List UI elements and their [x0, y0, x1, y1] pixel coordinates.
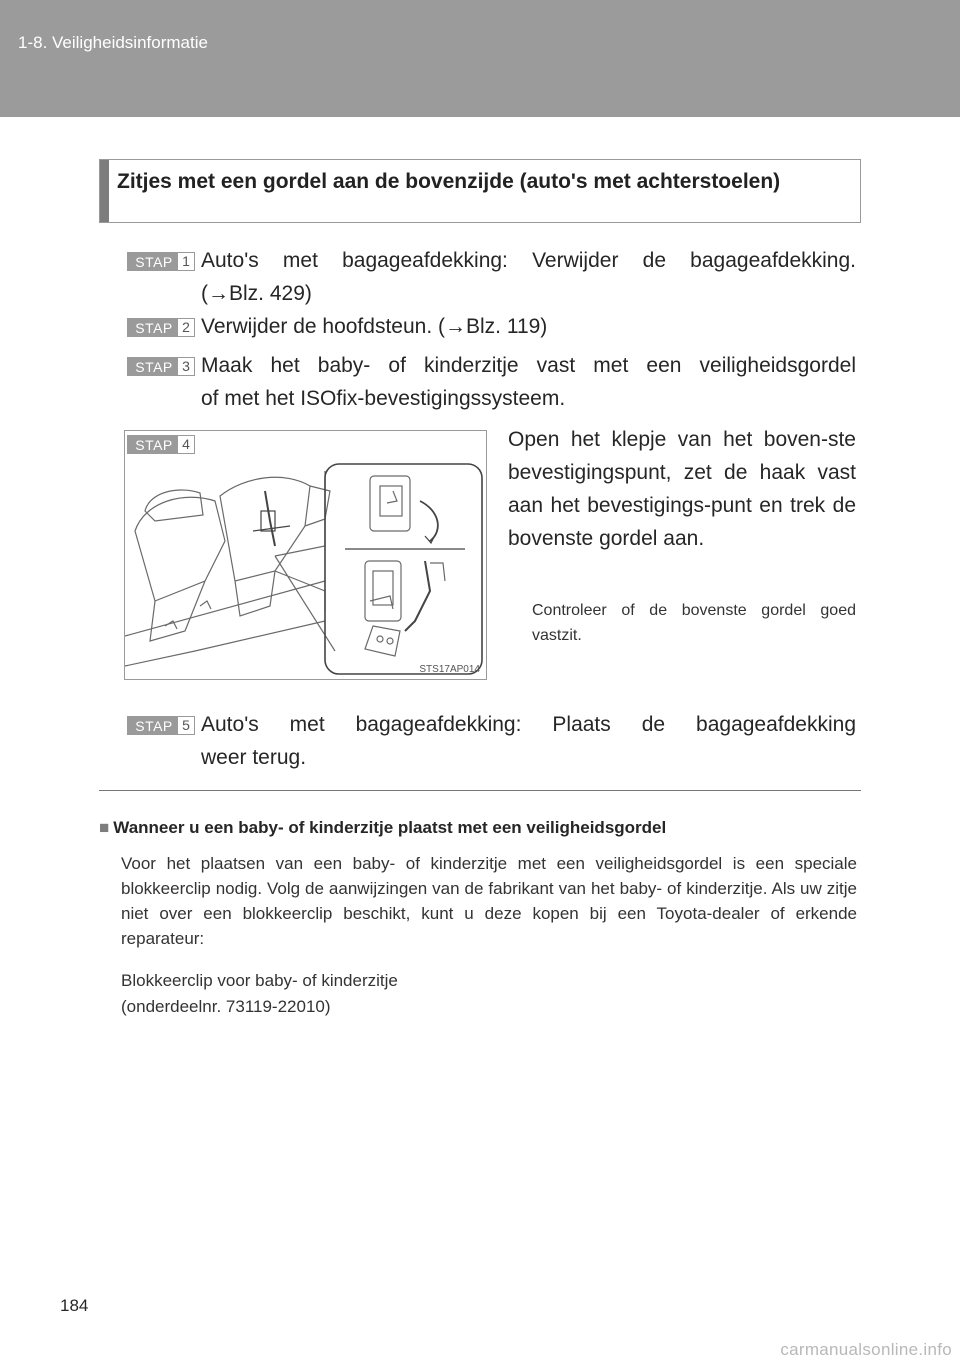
step-badge-label: STAP — [135, 718, 173, 734]
section-title: Zitjes met een gordel aan de bovenzijde (auto's met achterstoelen) — [117, 170, 781, 193]
step-3-text — [201, 349, 856, 415]
square-bullet-icon: ■ — [99, 818, 110, 837]
step-badge-label: STAP — [135, 254, 173, 270]
step-2-text — [201, 310, 856, 343]
step-1-line-2: (→Blz. 429) — [201, 282, 312, 305]
header-band — [0, 0, 960, 117]
seat-illustration-drawing — [125, 431, 486, 679]
info-part-line-2: (onderdeelnr. 73119-22010) — [121, 997, 331, 1016]
step-1-line-1: Auto's met bagageafdekking: Verwijder de bagageafdekking. — [201, 249, 856, 272]
figure-caption: STS17AP014 — [419, 664, 480, 675]
step-badge-label: STAP — [135, 320, 173, 336]
info-heading — [99, 818, 666, 838]
section-title-box — [99, 159, 861, 223]
step-badge-4 — [127, 435, 195, 454]
step-5-line-1: Auto's met bagageafdekking: Plaats de bagageafdekking — [201, 713, 856, 736]
step-5-line-2: weer terug. — [201, 746, 307, 769]
page-number: 184 — [60, 1296, 89, 1315]
step-5-text — [201, 708, 856, 774]
chapter-title: 1-8. Veiligheidsinformatie — [18, 33, 208, 52]
step-badge-3 — [127, 357, 195, 376]
step-badge-2 — [127, 318, 195, 337]
step-badge-label: STAP — [135, 359, 173, 375]
watermark: carmanualsonline.info — [780, 1340, 952, 1359]
step-badge-number: 2 — [178, 319, 194, 336]
step-1-text — [201, 244, 856, 310]
step-3-line-2: of met het ISOfix-bevestigingssysteem. — [201, 387, 566, 410]
info-body: Voor het plaatsen van een baby- of kinderzitje met een veiligheidsgordel is een speciale blokkeerclip nodig. Volg de aanwijzingen van de fabrikant van het baby- of kinderzitje. Als uw zitje niet over een blokkeerclip beschikt, kunt u deze kopen bij een Toyota-dealer of erkende reparateur: — [121, 854, 857, 948]
step-badge-1 — [127, 252, 195, 271]
step-4-text: Open het klepje van het boven-ste bevestigingspunt, zet de haak vast aan het bevestigings-punt en trek de bovenste gordel aan. — [508, 428, 856, 550]
step-badge-label: STAP — [135, 437, 173, 453]
info-part-line-1: Blokkeerclip voor baby- of kinderzitje — [121, 971, 398, 990]
step-4-note: Controleer of de bovenste gordel goed vastzit. — [532, 602, 856, 644]
step-badge-number: 3 — [178, 358, 194, 375]
section-divider — [99, 790, 861, 791]
step-2-line-1: Verwijder de hoofdsteun. (→Blz. 119) — [201, 315, 548, 338]
step-badge-5 — [127, 716, 195, 735]
step-badge-number: 5 — [178, 717, 194, 734]
section-title-bar — [100, 160, 109, 222]
step-badge-number: 1 — [178, 253, 194, 270]
info-heading-text: Wanneer u een baby- of kinderzitje plaatst met een veiligheidsgordel — [113, 818, 667, 837]
seat-anchor-illustration — [124, 430, 487, 680]
step-badge-number: 4 — [178, 436, 194, 453]
step-3-line-1: Maak het baby- of kinderzitje vast met een veiligheidsgordel — [201, 354, 856, 377]
